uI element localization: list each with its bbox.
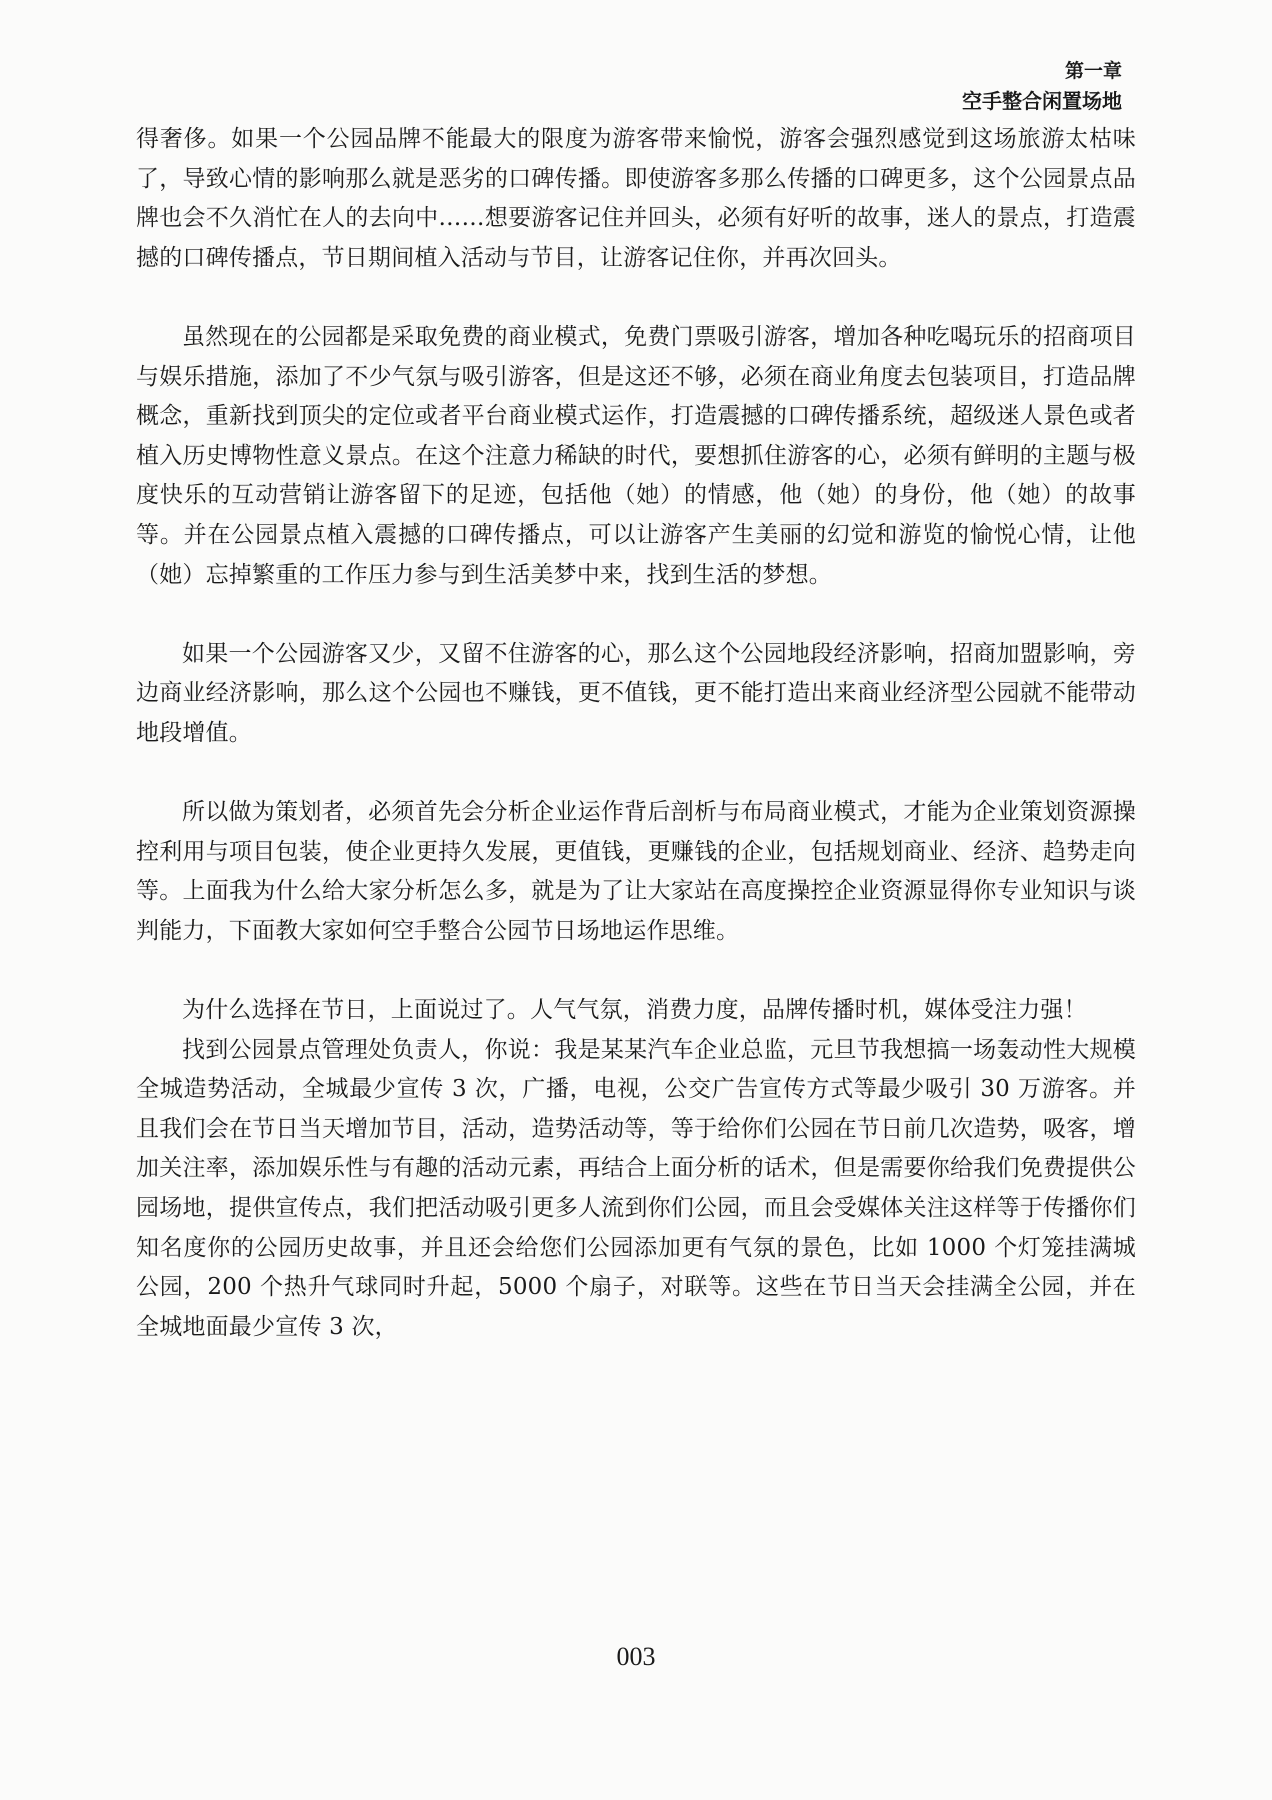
paragraph-gap xyxy=(136,754,1136,794)
paragraph-continued: 得奢侈。如果一个公园品牌不能最大的限度为游客带来愉悦，游客会强烈感觉到这场旅游太枯味了，导致心情的影响那么就是恶劣的口碑传播。即使游客多那么传播的口碑更多，这个公园景点品牌也会不久消忙在人的去向中……想要游客记住并回头，必须有好听的故事，迷人的景点，打造震撼的口碑传播点，节日期间植入活动与节目，让游客记住你，并再次回头。 xyxy=(136,126,1136,271)
paragraph-gap xyxy=(136,951,1136,991)
body-text xyxy=(136,120,1136,1347)
paragraph: 找到公园景点管理处负责人，你说：我是某某汽车企业总监，元旦节我想搞一场轰动性大规模全城造势活动，全城最少宣传 3 次，广播，电视，公交广告宣传方式等最少吸引 30 万游客。并且我们会在节日当天增加节目，活动，造势活动等，等于给你们公园在节日前几次造势，吸客，增加关注率，添加娱乐性与有趣的活动元素，再结合上面分析的话术，但是需要你给我们免费提供公园场地，提供宣传点，我们把活动吸引更多人流到你们公园，而且会受媒体关注这样等于传播你们知名度你的公园历史故事，并且还会给您们公园添加更有气氛的景色，比如 1000 个灯笼挂满城公园，200 个热升气球同时升起，5000 个扇子，对联等。这些在节日当天会挂满全公园，并在全城地面最少宣传 3 次， xyxy=(136,1036,1136,1340)
paragraph: 所以做为策划者，必须首先会分析企业运作背后剖析与布局商业模式，才能为企业策划资源操控利用与项目包装，使企业更持久发展，更值钱，更赚钱的企业，包括规划商业、经济、趋势走向等。上面我为什么给大家分析怎么多，就是为了让大家站在高度操控企业资源显得你专业知识与谈判能力，下面教大家如何空手整合公园节日场地运作思维。 xyxy=(136,799,1136,944)
running-header xyxy=(962,56,1122,116)
paragraph: 虽然现在的公园都是采取免费的商业模式，免费门票吸引游客，增加各种吃喝玩乐的招商项目与娱乐措施，添加了不少气氛与吸引游客，但是这还不够，必须在商业角度去包装项目，打造品牌概念，重新找到顶尖的定位或者平台商业模式运作，打造震撼的口碑传播系统，超级迷人景色或者植入历史博物性意义景点。在这个注意力稀缺的时代，要想抓住游客的心，必须有鲜明的主题与极度快乐的互动营销让游客留下的足迹，包括他（她）的情感，他（她）的身份，他（她）的故事等。并在公园景点植入震撼的口碑传播点，可以让游客产生美丽的幻觉和游览的愉悦心情，让他（她）忘掉繁重的工作压力参与到生活美梦中来，找到生活的梦想。 xyxy=(136,323,1136,588)
page-number: 003 xyxy=(616,1642,656,1671)
paragraph-gap xyxy=(136,278,1136,318)
paragraph: 为什么选择在节日，上面说过了。人气气氛，消费力度，品牌传播时机，媒体受注力强！ xyxy=(182,997,1087,1024)
chapter-label: 第一章 xyxy=(1064,60,1122,82)
chapter-title: 空手整合闲置场地 xyxy=(962,89,1122,113)
paragraph-gap xyxy=(136,595,1136,635)
paragraph: 如果一个公园游客又少，又留不住游客的心，那么这个公园地段经济影响，招商加盟影响，旁边商业经济影响，那么这个公园也不赚钱，更不值钱，更不能打造出来商业经济型公园就不能带动地段增值。 xyxy=(136,640,1136,746)
